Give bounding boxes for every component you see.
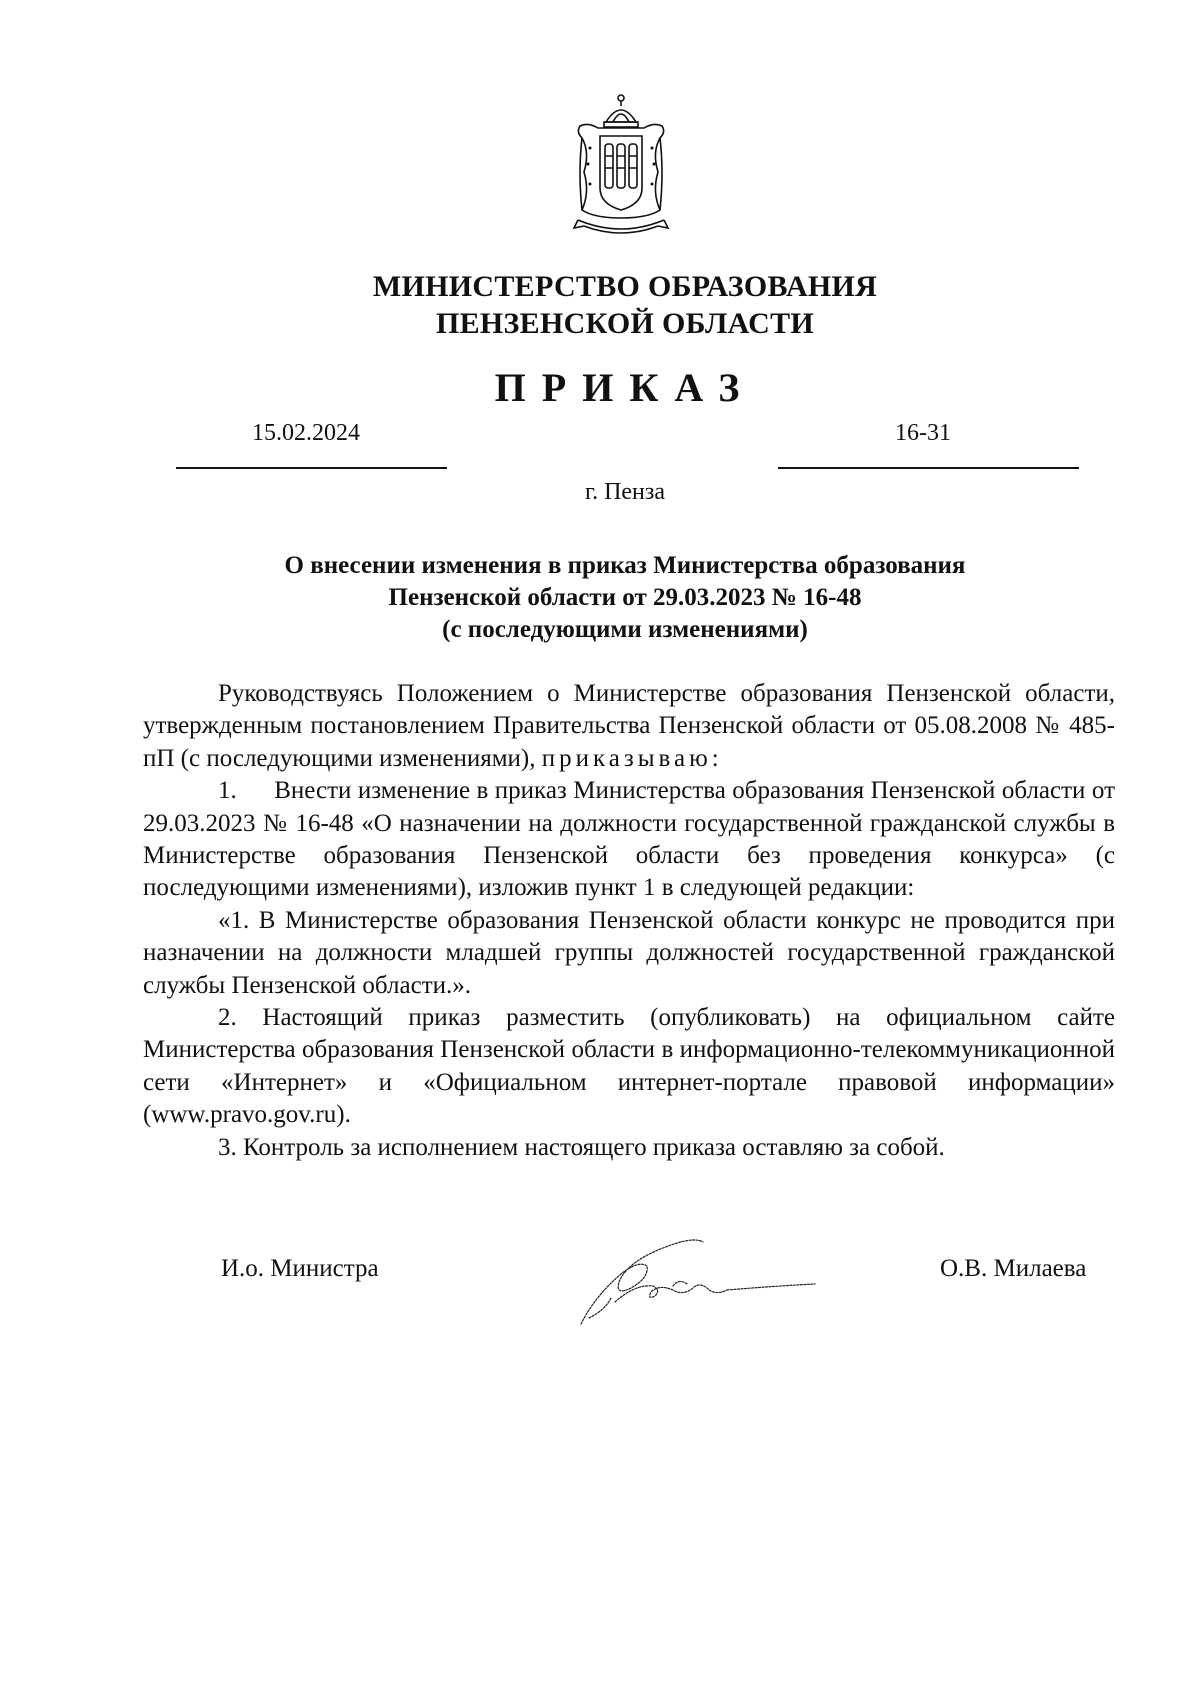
ministry-name-line2: ПЕНЗЕНСКОЙ ОБЛАСТИ (435, 307, 815, 340)
document-type-title: ПРИКАЗ (494, 365, 756, 410)
date-underline (176, 467, 447, 469)
ministry-name-line1: МИНИСТЕРСТВО ОБРАЗОВАНИЯ (372, 270, 878, 303)
coat-of-arms-icon (568, 92, 674, 240)
item-3-paragraph: 3. Контроль за исполнением настоящего приказа оставляю за собой. (218, 1133, 945, 1161)
item-1-paragraph: 1. Внести изменение в приказ Министерства образования Пензенской области от 29.03.2023 № 16-48 «О назначении на должности государственной гражданской службы в Министерстве образования Пензенской области без проведения конкурса» (с последующими изменениями), изложив пункт 1 в следующей редакции: (143, 777, 1115, 902)
order-title (0, 550, 1200, 646)
item-1-quote-paragraph: «1. В Министерстве образования Пензенской области конкурс не проводится при назначении на должности младшей группы должностей государственной гражданской службы Пензенской области.». (143, 906, 1115, 999)
preamble-text: Руководствуясь Положением о Министерстве образования Пензенской области, утвержденным постановлением Правительства Пензенской области от 05.08.2008 № 485-пП (с последующими изменениями), (143, 680, 1115, 772)
item-2-paragraph: 2. Настоящий приказ разместить (опубликовать) на официальном сайте Министерства образования Пензенской области в информационно-телекоммуникационной сети «Интернет» и «Официальном интернет-портале правовой информации» (www.pravo.gov.ru). (143, 1004, 1115, 1129)
order-number: 16-31 (895, 420, 951, 446)
order-title-line3: (с последующими изменениями) (442, 616, 808, 643)
signer-name: О.В. Милаева (940, 1255, 1087, 1282)
preamble-paragraph (143, 678, 1115, 775)
handwritten-signature-icon (575, 1226, 835, 1328)
number-underline (778, 467, 1079, 469)
signer-position: И.о. Министра (221, 1255, 379, 1282)
order-title-line1: О внесении изменения в приказ Министерства образования (284, 552, 966, 579)
city-name: г. Пенза (584, 479, 666, 505)
order-title-line2: Пензенской области от 29.03.2023 № 16-48 (388, 584, 862, 611)
order-body (143, 678, 1115, 1164)
order-date: 15.02.2024 (252, 420, 360, 446)
preamble-order-word: приказываю: (541, 744, 723, 772)
